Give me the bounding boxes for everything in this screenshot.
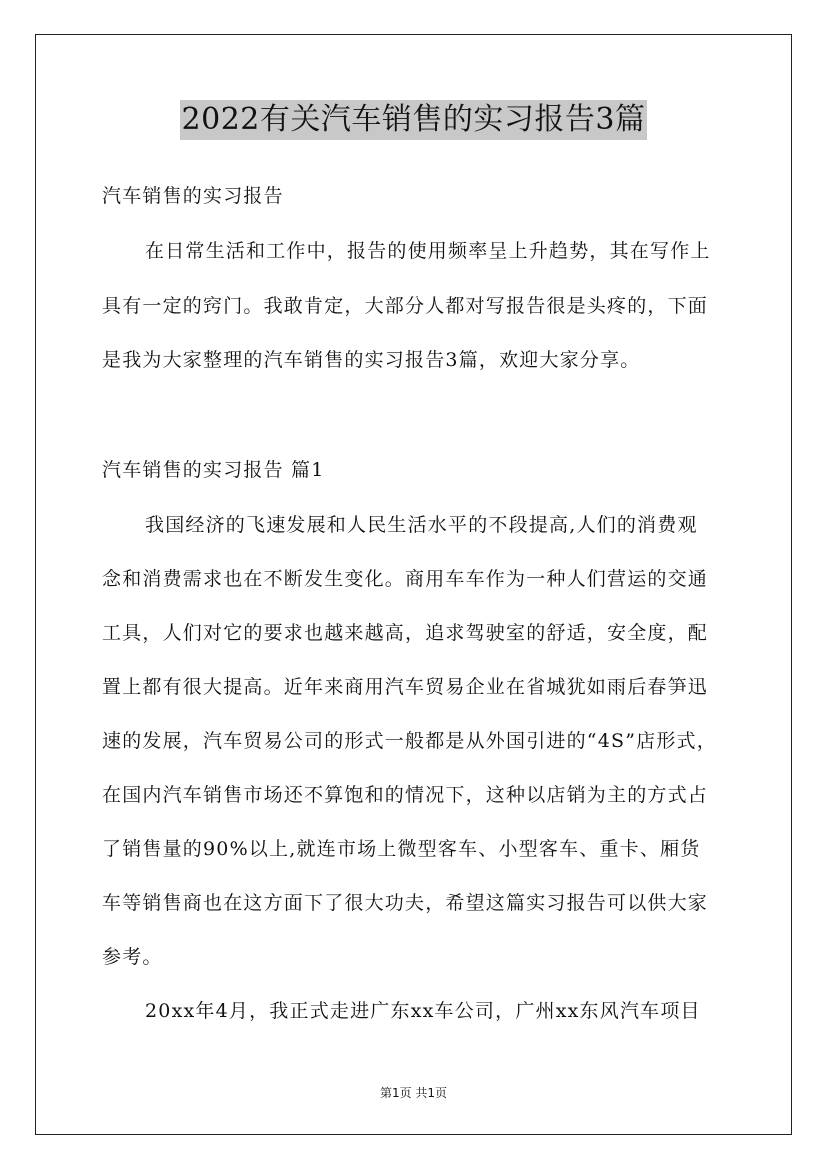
body-line: 置上都有很大提高。近年来商用汽车贸易企业在省城犹如雨后春笋迅	[102, 676, 709, 698]
body-line: 工具，人们对它的要求也越来越高，追求驾驶室的舒适，安全度，配	[102, 622, 709, 644]
section-heading: 汽车销售的实习报告 篇1	[102, 459, 325, 481]
intro-line: 是我为大家整理的汽车销售的实习报告3篇，欢迎大家分享。	[102, 349, 641, 371]
body-line: 速的发展，汽车贸易公司的形式一般都是从外国引进的“4S”店形式，	[102, 730, 717, 752]
body-line: 念和消费需求也在不断发生变化。商用车车作为一种人们营运的交通	[102, 568, 709, 590]
document-title: 2022有关汽车销售的实习报告3篇	[180, 100, 648, 140]
body-line: 参考。	[102, 946, 163, 968]
page-footer: 第1页 共1页	[379, 1086, 448, 1100]
body-line: 车等销售商也在这方面下了很大功夫，希望这篇实习报告可以供大家	[102, 892, 709, 914]
document-title-wrap	[0, 100, 827, 140]
body-line: 20xx年4月，我正式走进广东xx车公司，广州xx东风汽车项目	[145, 1000, 701, 1022]
body-line: 在国内汽车销售市场还不算饱和的情况下，这种以店销为主的方式占	[102, 784, 709, 806]
intro-line: 具有一定的窍门。我敢肯定，大部分人都对写报告很是头疼的，下面	[102, 295, 709, 317]
body-line: 了销售量的90%以上,就连市场上微型客车、小型客车、重卡、厢货	[102, 838, 701, 860]
intro-line: 在日常生活和工作中，报告的使用频率呈上升趋势，其在写作上	[145, 240, 711, 262]
subtitle: 汽车销售的实习报告	[102, 185, 284, 207]
body-line: 我国经济的飞速发展和人民生活水平的不段提高,人们的消费观	[145, 514, 698, 536]
